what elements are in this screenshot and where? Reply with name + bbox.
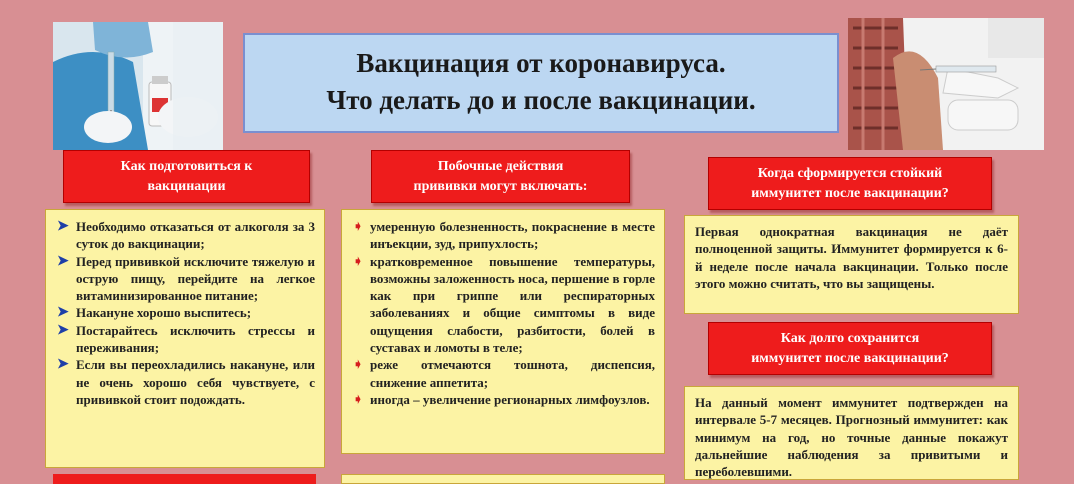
side-effects-heading-line-2: прививки могут включать: xyxy=(413,178,588,194)
immunity-duration-heading-line-2: иммунитет после вакцинации? xyxy=(751,350,949,366)
bottom-yellow-box-partial xyxy=(341,474,665,484)
side-effects-heading-line-1: Побочные действия xyxy=(437,158,564,174)
immunity-when-heading-line-2: иммунитет после вакцинации? xyxy=(751,185,949,201)
title-line-2: Что делать до и после вакцинации. xyxy=(326,85,756,115)
immunity-when-text: Первая однократная вакцинация не даёт полноценной защиты. Иммунитет формируется к 6-й неделе после начала вакцинации. Только после этого можно считать, что вы защищены. xyxy=(695,224,1008,291)
immunity-duration-text: На данный момент иммунитет подтвержден на интервале 5-7 месяцев. Прогнозный иммунитет: как минимум на год, но точные данные покажут дальнейшие наблюдения за привитыми и переболевшими. xyxy=(695,395,1008,480)
immunity-duration-heading xyxy=(708,322,992,375)
bottom-red-box-partial xyxy=(53,474,316,484)
prepare-heading xyxy=(63,150,310,203)
list-item: ➧ иногда – увеличение регионарных лимфоузлов. xyxy=(353,391,650,407)
list-item: ➧ кратковременное повышение температуры, возможны заложенность носа, першение в горле как при гриппе или респираторных заболеваниях и общие симптомы в виде ощущения слабости, разбитости, болей в суставах и ломоты в теле; xyxy=(353,253,655,356)
list-item: ➧ умеренную болезненность, покраснение в месте инъекции, зуд, припухлость; xyxy=(353,219,655,252)
immunity-duration-heading-line-1: Как долго сохранится xyxy=(780,330,920,346)
immunity-when-heading xyxy=(708,157,992,210)
red-arrow-icon: ➧ xyxy=(353,391,364,406)
list-item: ➤ Накануне хорошо выспитесь; xyxy=(57,305,252,321)
injection-photo xyxy=(848,18,1044,150)
side-effects-heading xyxy=(371,150,630,203)
blue-arrow-icon: ➤ xyxy=(57,219,69,234)
nurse-vaccine-photo xyxy=(53,22,223,150)
blue-arrow-icon: ➤ xyxy=(57,357,69,373)
prepare-box xyxy=(45,209,325,468)
page-title xyxy=(243,33,839,133)
blue-arrow-icon: ➤ xyxy=(57,305,69,321)
list-item: ➤ Если вы переохладились накануне, или не очень хорошо себя чувствуете, с прививкой стоит подождать. xyxy=(57,357,315,407)
red-arrow-icon: ➧ xyxy=(353,357,364,372)
red-arrow-icon: ➧ xyxy=(353,253,364,268)
list-item: ➤ Перед прививкой исключите тяжелую и острую пищу, перейдите на легкое витаминизированное питание; xyxy=(57,253,315,304)
immunity-duration-box xyxy=(684,386,1019,480)
list-item: ➤ Необходимо отказаться от алкоголя за 3 суток до вакцинации; xyxy=(57,219,315,252)
prepare-heading-line-2: вакцинации xyxy=(147,178,226,194)
immunity-when-heading-line-1: Когда сформируется стойкий xyxy=(757,165,943,181)
immunity-when-box xyxy=(684,215,1019,314)
title-line-1: Вакцинация от коронавируса. xyxy=(356,48,726,78)
blue-arrow-icon: ➤ xyxy=(57,322,69,338)
red-arrow-icon: ➧ xyxy=(353,219,364,233)
side-effects-box xyxy=(341,209,665,454)
list-item: ➤ Постарайтесь исключить стрессы и переживания; xyxy=(57,322,315,356)
list-item: ➧ реже отмечаются тошнота, диспепсия, снижение аппетита; xyxy=(353,357,655,390)
blue-arrow-icon: ➤ xyxy=(57,253,69,269)
prepare-heading-line-1: Как подготовиться к xyxy=(120,158,253,174)
